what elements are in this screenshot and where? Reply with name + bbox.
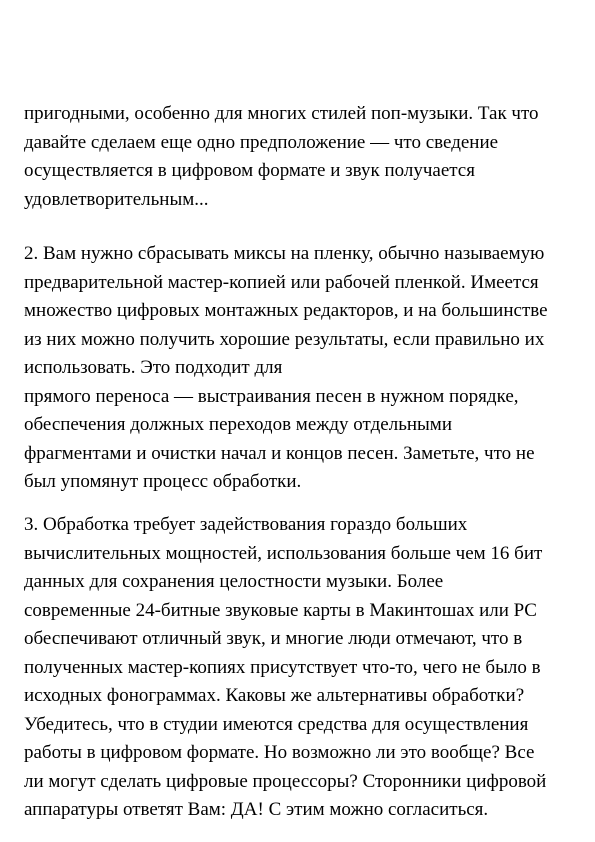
text-line: исходных фонограммах. Каковы же альтернативы обработки? xyxy=(24,685,525,706)
text-line: использовать. Это подходит для xyxy=(24,357,283,378)
paragraph-3 xyxy=(24,511,584,825)
text-line: данных для сохранения целостности музыки. Более xyxy=(24,571,444,592)
text-line: прямого переноса — выстраивания песен в нужном порядке, xyxy=(24,385,519,407)
text-line: аппаратуры ответят Вам: ДА! С этим можно согласиться. xyxy=(24,799,489,820)
text-line: предварительной мастер-копией или рабочей пленкой. Имеется xyxy=(24,271,539,293)
text-line: вычислительных мощностей, использования больше чем 16 бит xyxy=(24,542,543,564)
paragraph-2 xyxy=(24,240,584,497)
text-line: Убедитесь, что в студии имеются средства для осуществления xyxy=(24,713,529,735)
text-line: обеспечения должных переходов между отдельными xyxy=(24,414,452,435)
text-line: 2. Вам нужно сбрасывать миксы на пленку, обычно называемую xyxy=(24,243,545,264)
text-line: удовлетворительным... xyxy=(24,188,209,210)
text-line: работы в цифровом формате. Но возможно ли это вообще? Все xyxy=(24,742,535,763)
text-line: фрагментами и очистки начал и концов песен. Заметьте, что не xyxy=(24,442,535,464)
text-line: давайте сделаем еще одно предположение — что сведение xyxy=(24,131,499,153)
text-line: современные 24-битные звуковые карты в Макинтошах или PC xyxy=(24,599,537,621)
text-line: ли могут сделать цифровые процессоры? Сторонники цифровой xyxy=(24,770,547,792)
text-line: полученных мастер-копиях присутствует что-то, чего не было в xyxy=(24,656,541,678)
text-line: был упомянут процесс обработки. xyxy=(24,471,302,492)
text-line: осуществляется в цифровом формате и звук получается xyxy=(24,160,475,181)
text-line: 3. Обработка требует задействования гораздо больших xyxy=(24,514,468,535)
paragraph-1 xyxy=(24,100,584,214)
text-line: множество цифровых монтажных редакторов, и на большинстве xyxy=(24,300,548,321)
text-line: из них можно получить хорошие результаты, если правильно их xyxy=(24,328,545,350)
text-line: обеспечивают отличный звук, и многие люди отмечают, что в xyxy=(24,628,523,649)
text-line: пригодными, особенно для многих стилей поп-музыки. Так что xyxy=(24,103,539,124)
